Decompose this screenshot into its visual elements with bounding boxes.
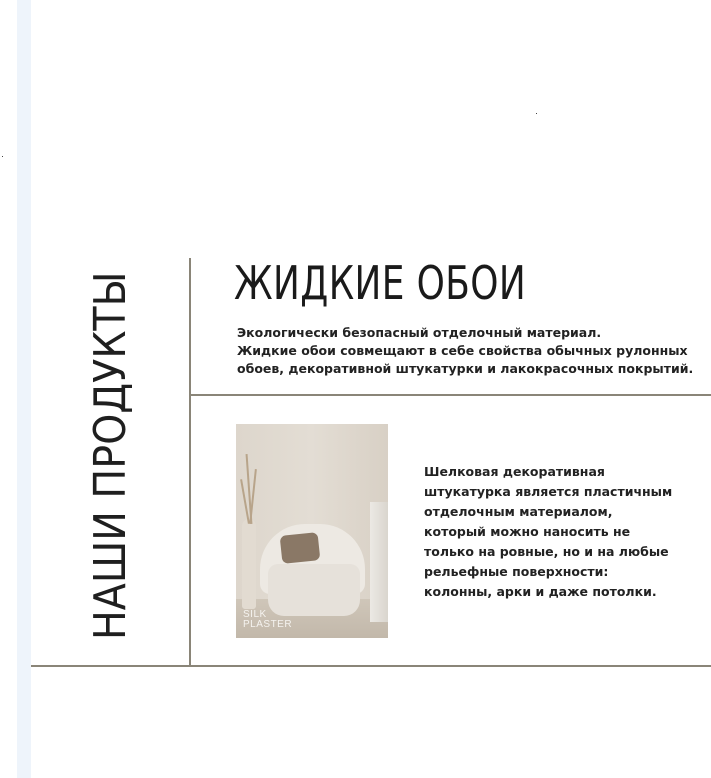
section-title-vertical: НАШИ ПРОДУКТЫ <box>85 271 136 640</box>
photo-brand-watermark <box>243 610 292 630</box>
intro-line: Экологически безопасный отделочный материал. <box>237 325 602 340</box>
brand-line: SILK <box>243 609 267 620</box>
horizontal-divider-top <box>189 394 711 396</box>
description-line: колонны, арки и даже потолки. <box>424 584 657 599</box>
photo-vase <box>242 519 256 609</box>
intro-line: Жидкие обои совмещают в себе свойства обычных рулонных <box>237 343 688 358</box>
description-line: Шелковая декоративная <box>424 464 605 479</box>
brand-line: PLASTER <box>243 619 293 630</box>
intro-line: обоев, декоративной штукатурки и лакокрасочных покрытий. <box>237 361 694 376</box>
description-line: только на ровные, но и на любые <box>424 544 669 559</box>
product-title: ЖИДКИЕ ОБОИ <box>234 256 527 310</box>
product-description <box>424 462 704 602</box>
description-line: отделочным материалом, <box>424 504 613 519</box>
description-line: штукатурка является пластичным <box>424 484 673 499</box>
photo-pillow <box>280 532 321 564</box>
left-margin-strip <box>17 0 31 778</box>
description-line: рельефные поверхности: <box>424 564 609 579</box>
product-photo <box>236 424 388 638</box>
vertical-divider <box>189 258 191 666</box>
stray-dot <box>2 156 3 157</box>
photo-pedestal <box>370 502 388 622</box>
stray-dot <box>536 113 537 114</box>
description-line: который можно наносить не <box>424 524 631 539</box>
product-intro <box>237 324 707 378</box>
horizontal-divider-bottom <box>31 665 711 667</box>
photo-armchair-seat <box>268 564 360 616</box>
